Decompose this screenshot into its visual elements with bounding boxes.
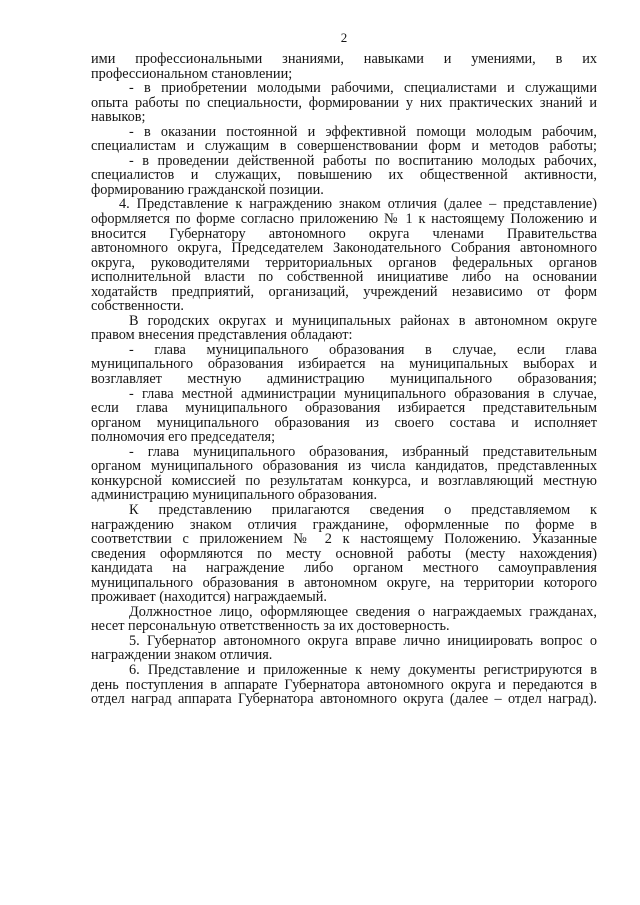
text-line: 5. Губернатор автономного округа вправе лично инициировать вопрос о bbox=[129, 632, 597, 649]
text-line: полномочия его председателя; bbox=[91, 429, 276, 446]
text-line: конкурсной комиссией по результатам конкурса, и возглавляющий местную bbox=[91, 472, 597, 489]
text-line: навыков; bbox=[91, 109, 146, 126]
text-line: проживает (находится) награждаемый. bbox=[91, 589, 327, 606]
page-number: 2 bbox=[340, 30, 348, 45]
text-line: - глава местной администрации муниципального образования в случае, bbox=[129, 385, 597, 402]
paragraph bbox=[91, 634, 597, 663]
paragraph bbox=[91, 445, 597, 503]
text-line: администрацию муниципального образования. bbox=[91, 487, 378, 504]
text-line: профессиональном становлении; bbox=[91, 65, 293, 82]
text-line: В городских округах и муниципальных районах в автономном округе bbox=[129, 312, 597, 329]
text-line: - в приобретении молодыми рабочими, специалистами и служащими bbox=[129, 80, 597, 97]
text-line: муниципального образования избирается на муниципальных выборах и bbox=[91, 356, 597, 373]
text-line: 4. Представление к награждению знаком отличия (далее – представление) bbox=[119, 196, 597, 213]
text-line: несет персональную ответственность за их достоверность. bbox=[91, 618, 450, 635]
text-line: исполнительной власти по собственной инициативе либо на основании bbox=[91, 269, 597, 286]
text-line: ходатайств предприятий, организаций, учреждений независимо от форм bbox=[91, 283, 597, 300]
text-line: Должностное лицо, оформляющее сведения о награждаемых гражданах, bbox=[129, 603, 597, 620]
text-line: муниципального образования в автономном округе, на территории которого bbox=[91, 574, 597, 591]
paragraph bbox=[91, 343, 597, 387]
document-body bbox=[91, 52, 597, 707]
paragraph bbox=[91, 81, 597, 125]
paragraph bbox=[91, 197, 597, 313]
text-line: автономного округа, Председателем Законодательного Собрания автономного bbox=[91, 240, 597, 257]
text-line: оформляется по форме согласно приложению № 1 к настоящему Положению и bbox=[91, 211, 597, 228]
text-line: - в оказании постоянной и эффективной помощи молодым рабочим, bbox=[129, 123, 597, 140]
text-line: формированию гражданской позиции. bbox=[91, 181, 324, 198]
text-line: - в проведении действенной работы по воспитанию молодых рабочих, bbox=[129, 152, 597, 169]
paragraph bbox=[91, 663, 597, 707]
text-line: ими профессиональными знаниями, навыками и умениями, в их bbox=[91, 51, 597, 67]
text-line: сведения оформляются по месту основной работы (месту нахождения) bbox=[91, 545, 597, 562]
text-line: специалистам и служащим в совершенствовании форм и методов работы; bbox=[91, 138, 597, 155]
text-line: К представлению прилагаются сведения о представляемом к bbox=[129, 501, 597, 518]
text-line: награждении знаком отличия. bbox=[91, 647, 273, 664]
text-line: отдел наград аппарата Губернатора автономного округа (далее – отдел наград). bbox=[91, 691, 597, 708]
text-line: кандидата на награждение либо органом местного самоуправления bbox=[91, 560, 597, 577]
paragraph bbox=[91, 154, 597, 198]
text-line: правом внесения представления обладают: bbox=[91, 327, 353, 344]
text-line: - глава муниципального образования, избранный представительным bbox=[129, 443, 597, 460]
text-line: органом муниципального образования из числа кандидатов, представленных bbox=[91, 458, 597, 475]
text-line: вносится Губернатору автономного округа членами Правительства bbox=[91, 225, 597, 242]
text-line: награждению знаком отличия гражданине, оформленные по форме в bbox=[91, 516, 597, 533]
text-line: если глава муниципального образования избирается представительным bbox=[91, 400, 597, 417]
text-line: день поступления в аппарате Губернатора автономного округа и передаются в bbox=[91, 676, 597, 693]
text-line: органом муниципального образования из своего состава и исполняет bbox=[91, 414, 597, 431]
paragraph bbox=[91, 314, 597, 343]
paragraph bbox=[91, 605, 597, 634]
text-line: возглавляет местную администрацию муниципального образования; bbox=[91, 371, 597, 388]
text-line: - глава муниципального образования в случае, если глава bbox=[129, 341, 597, 358]
paragraph bbox=[91, 125, 597, 154]
text-line: собственности. bbox=[91, 298, 184, 315]
text-line: 6. Представление и приложенные к нему документы регистрируются в bbox=[129, 661, 597, 678]
paragraph bbox=[91, 52, 597, 81]
paragraph bbox=[91, 387, 597, 445]
text-line: опыта работы по специальности, формировании у них практических знаний и bbox=[91, 94, 597, 111]
text-line: округа, руководителями территориальных органов федеральных органов bbox=[91, 254, 597, 271]
paragraph bbox=[91, 503, 597, 605]
text-line: специалистов и служащих, повышению их общественной активности, bbox=[91, 167, 597, 184]
text-line: соответствии с приложением № 2 к настоящему Положению. Указанные bbox=[91, 531, 597, 548]
